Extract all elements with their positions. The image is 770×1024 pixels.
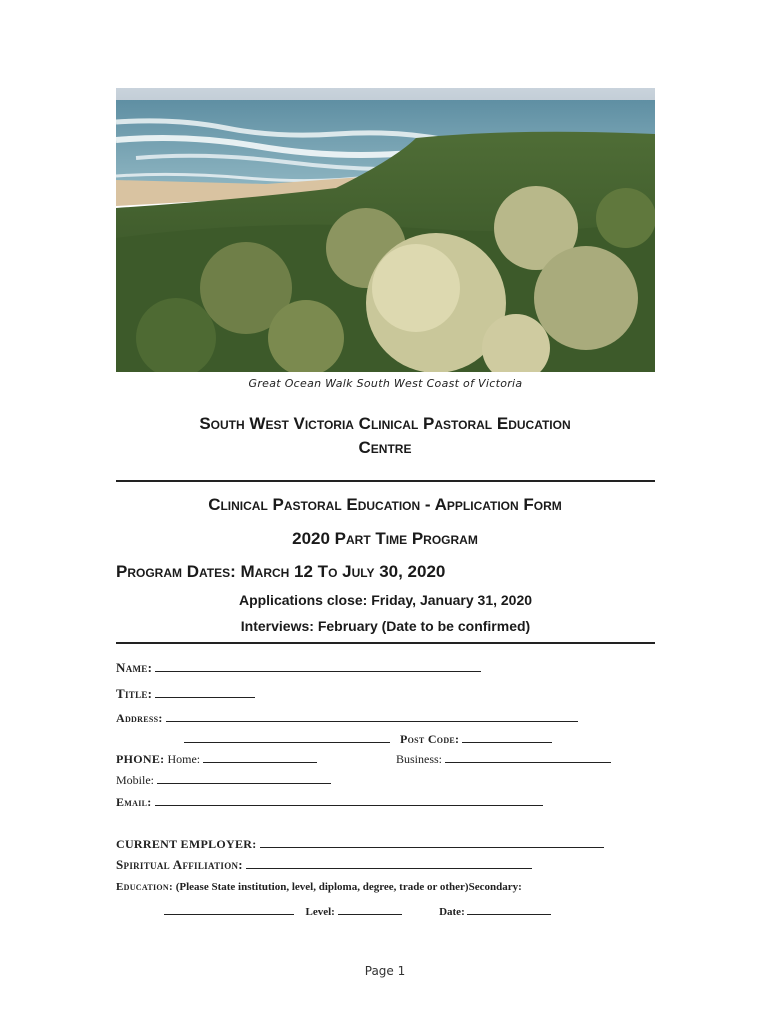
address-label: Address: [116,711,163,725]
current-employer-row [116,836,604,852]
address-row [116,710,578,726]
post-code-label: Post Code: [400,732,460,746]
centre-title-line1: South West Victoria Clinical Pastoral Education [199,414,571,433]
email-row [116,794,543,810]
photo-caption: Great Ocean Walk South West Coast of Victoria [248,377,523,390]
title-row [116,686,255,702]
divider-rule-top [116,480,655,482]
mobile-field[interactable] [157,772,331,784]
title-label: Title: [116,686,153,701]
form-title: Clinical Pastoral Education - Application Form [208,495,562,514]
education-details-row [164,903,551,918]
address-field[interactable] [166,710,578,722]
education-row [116,881,522,893]
home-label: Home: [167,752,201,766]
interviews-note: Interviews: February (Date to be confirmed) [240,618,531,634]
phone-row [116,751,317,767]
spiritual-affiliation-field[interactable] [246,857,532,869]
program-title: 2020 Part Time Program [292,529,478,548]
name-field[interactable] [155,660,481,672]
address-line2-row [184,731,552,747]
secondary-institution-field[interactable] [164,903,294,915]
level-field[interactable] [338,903,402,915]
education-hint: (Please State institution, level, diploma, degree, trade or other)Secondary: [175,881,522,893]
level-label: Level: [305,906,335,918]
spiritual-affiliation-row [116,857,532,873]
name-label: Name: [116,660,153,675]
name-row [116,660,481,676]
business-phone-row [396,751,611,767]
date-field[interactable] [467,903,551,915]
current-employer-label: CURRENT EMPLOYER: [116,837,257,851]
date-label: Date: [439,906,465,918]
email-label: Email: [116,795,152,809]
applications-close: Applications close: Friday, January 31, 2020 [238,592,533,608]
email-field[interactable] [155,794,543,806]
business-phone-field[interactable] [445,751,611,763]
centre-title [100,412,670,460]
spiritual-affiliation-label: Spiritual Affiliation: [116,857,243,872]
mobile-label: Mobile: [116,773,154,787]
page-number: Page 1 [364,964,406,978]
post-code-field[interactable] [462,731,552,743]
phone-label: PHONE: [116,752,165,766]
title-field[interactable] [155,686,255,698]
centre-title-line2: Centre [358,438,412,457]
home-phone-field[interactable] [203,751,317,763]
current-employer-field[interactable] [260,836,604,848]
divider-rule-bottom [116,642,655,644]
education-label: Education: [116,881,173,893]
address-line2-field[interactable] [184,731,390,743]
business-label: Business: [396,752,443,766]
coastline-photo [116,88,655,372]
mobile-row [116,772,331,788]
program-dates: Program Dates: March 12 To July 30, 2020 [116,562,446,581]
